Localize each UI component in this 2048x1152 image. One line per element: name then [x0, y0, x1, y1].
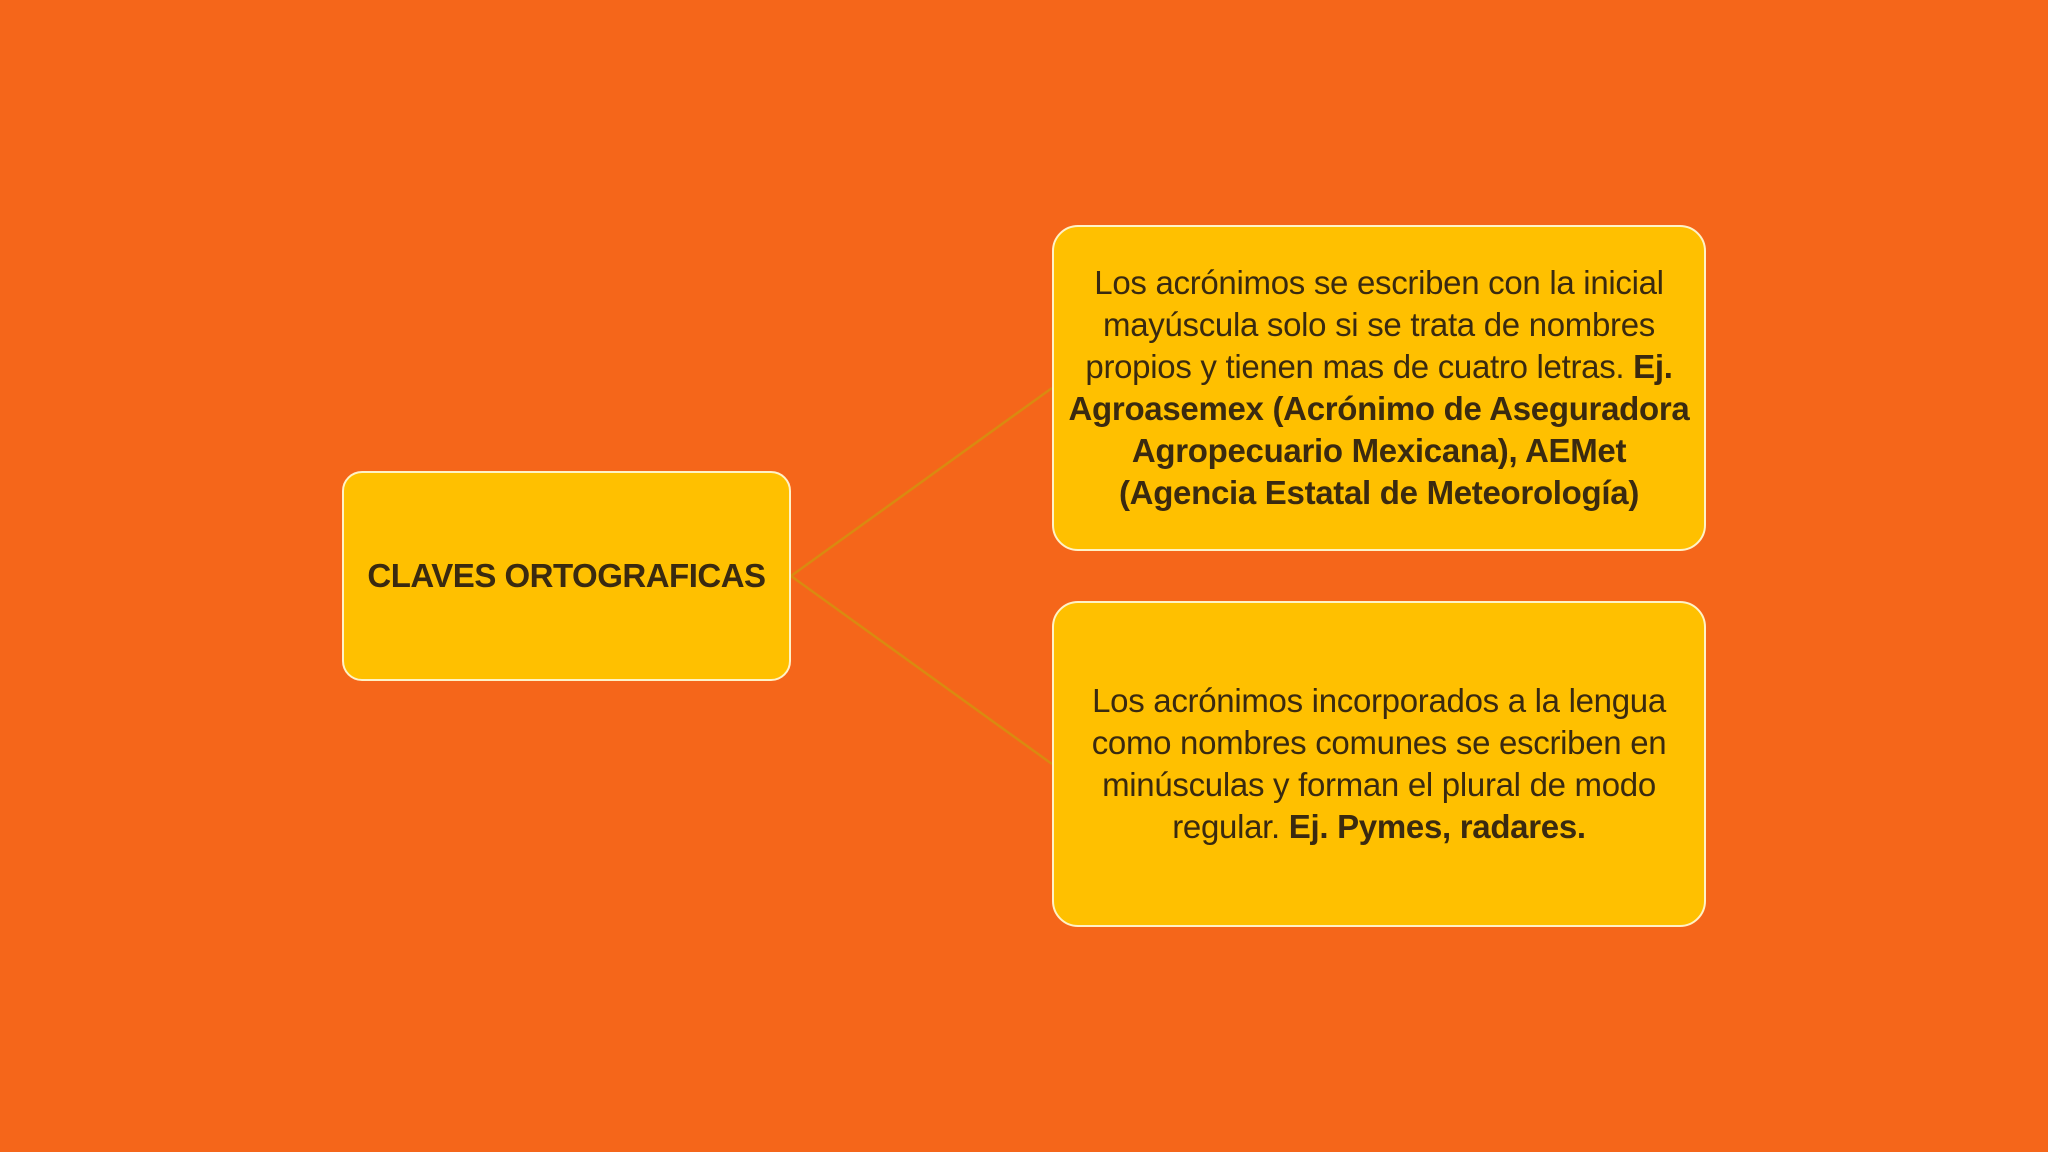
- branch-rule-text: Los acrónimos se escriben con la inicial mayúscula solo si se trata de nombres propios y tienen mas de cuatro letras.: [1085, 264, 1664, 385]
- branch-example-text: Ej. Agroasemex (Acrónimo de Aseguradora Agropecuario Mexicana), AEMet (Agencia Estatal de Meteorología): [1068, 348, 1690, 511]
- branch-node-uppercase-acronyms: [1052, 225, 1706, 551]
- branch-example-text: Ej. Pymes, radares.: [1288, 808, 1586, 845]
- connector-root-to-bottom: [791, 576, 1052, 764]
- branch-node-lowercase-acronyms: [1052, 601, 1706, 927]
- branch-node-text: [1064, 262, 1694, 514]
- connector-root-to-top: [791, 388, 1052, 576]
- root-node: [342, 471, 791, 681]
- root-node-label: CLAVES ORTOGRAFICAS: [367, 557, 766, 594]
- branch-node-text: [1066, 680, 1692, 848]
- branch-rule-text: Los acrónimos incorporados a la lengua como nombres comunes se escriben en minúsculas y forman el plural de modo regular.: [1091, 682, 1667, 845]
